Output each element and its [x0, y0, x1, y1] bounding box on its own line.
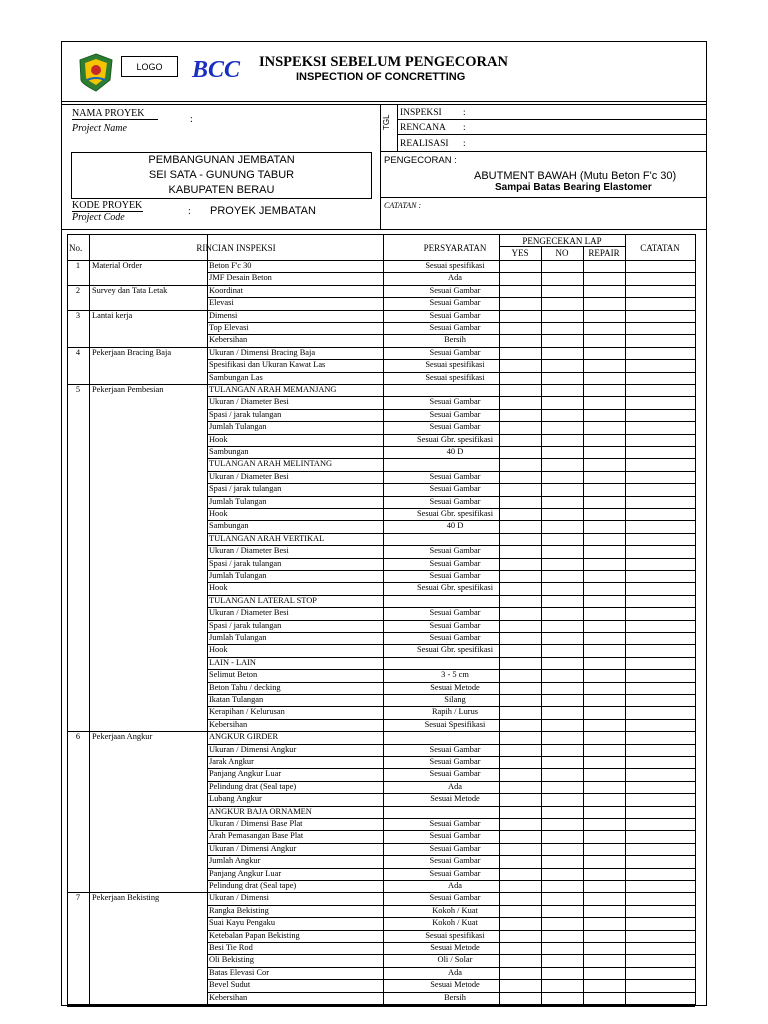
table-row [67, 979, 695, 991]
form-subtitle: INSPECTION OF CONCRETTING [296, 71, 466, 83]
header-no: No. [69, 243, 83, 253]
row-item: Jumlah Tulangan [209, 422, 267, 432]
row-item: Besi Tie Rod [209, 943, 253, 952]
row-requirement: Sesuai Gambar [429, 620, 481, 630]
table-row [67, 496, 695, 508]
pengecoran-value-line1: ABUTMENT BAWAH (Mutu Beton F'c 30) [474, 170, 677, 182]
pengecekan-split [499, 246, 625, 247]
project-code-value: PROYEK JEMBATAN [210, 205, 316, 217]
row-requirement: 40 D [446, 521, 464, 531]
row-item: Sambungan Las [209, 372, 263, 382]
row-item: Rangka Bekisting [209, 905, 269, 915]
row-item: Ukuran / Dimensi Angkur [209, 843, 297, 853]
row-category: Pekerjaan Pembesian [92, 385, 164, 394]
table-top-border [67, 234, 695, 235]
row-requirement: Sesuai Gbr. spesifikasi [416, 434, 494, 444]
project-code-label: KODE PROYEK [72, 200, 143, 211]
table-row [67, 669, 695, 681]
row-item: Jarak Angkur [209, 757, 254, 766]
row-item: TULANGAN ARAH MELINTANG [209, 459, 333, 469]
table-row [67, 297, 695, 309]
row-requirement: Sesuai Gambar [429, 409, 481, 419]
row-requirement: Sesuai Gambar [429, 471, 481, 481]
row-requirement: Sesuai Metode [430, 794, 480, 804]
row-item: Panjang Angkur Luar [209, 868, 282, 878]
row-number: 6 [75, 732, 81, 742]
table-row [67, 806, 695, 818]
row-number: 4 [75, 347, 81, 357]
row-item: Lubang Angkur [209, 794, 262, 804]
row-item: Beton Tahu / decking [209, 682, 281, 692]
row-requirement: Sesuai Gambar [429, 831, 481, 841]
table-row [67, 954, 695, 966]
project-name-colon: : [190, 114, 193, 125]
table-row [67, 607, 695, 619]
row-requirement: Sesuai Gambar [429, 571, 481, 580]
table-row [67, 868, 695, 880]
row-requirement: Bersih [444, 335, 466, 345]
row-requirement: Sesuai Gambar [429, 546, 481, 556]
row-number: 3 [75, 310, 81, 320]
header-yes: YES [511, 248, 529, 258]
table-row [67, 471, 695, 483]
logo-placeholder: LOGO [121, 56, 178, 77]
pengecoran-value-line2: Sampai Batas Bearing Elastomer [495, 182, 652, 193]
row-item: Selimut Beton [209, 670, 258, 680]
row-requirement: Sesuai Gbr. spesifikasi [416, 645, 494, 655]
row-requirement: Sesuai Gambar [429, 769, 481, 779]
table-row [67, 570, 695, 582]
table-row [67, 632, 695, 644]
row-item: Oli Bekisting [209, 955, 254, 965]
row-item: Jumlah Tulangan [209, 633, 267, 642]
row-item: TULANGAN ARAH VERTIKAL [209, 533, 325, 543]
table-row [67, 731, 695, 743]
divider [380, 151, 707, 152]
row-requirement: Sesuai Metode [430, 980, 480, 990]
row-requirement: Sesuai Gambar [429, 422, 481, 432]
form-title: INSPEKSI SEBELUM PENGECORAN [259, 54, 508, 70]
row-requirement: Kokoh / Kuat [432, 918, 478, 928]
row-item: Hook [209, 434, 228, 444]
row-requirement: Ada [448, 881, 462, 890]
row-requirement: Sesuai Gambar [429, 608, 481, 618]
row-item: JMF Desain Beton [209, 273, 272, 283]
table-row [67, 657, 695, 669]
row-requirement: Sesuai spesifikasi [425, 372, 485, 382]
row-requirement: Sesuai Gambar [429, 323, 481, 332]
header-pengecekan: PENGECEKAN LAP [522, 236, 602, 246]
table-row [67, 446, 695, 458]
row-requirement: Sesuai Gambar [429, 298, 481, 308]
table-row [67, 359, 695, 371]
rencana-date-label: RENCANA [400, 123, 446, 133]
row-item: Koordinat [209, 285, 243, 295]
row-requirement: Ada [448, 967, 462, 977]
table-row [67, 905, 695, 917]
table-row [67, 930, 695, 942]
row-category: Survey dan Tata Letak [92, 285, 168, 295]
row-requirement: Sesuai Gambar [429, 893, 481, 903]
row-item: Elevasi [209, 298, 234, 308]
row-item: Ukuran / Dimensi Bracing Baja [209, 347, 316, 357]
table-row [67, 917, 695, 929]
row-item: Panjang Angkur Luar [209, 769, 282, 779]
project-code-colon: : [188, 206, 191, 217]
company-logo-icon [190, 53, 242, 83]
row-requirement: 3 - 5 cm [441, 670, 469, 680]
divider [61, 104, 707, 105]
row-category: Lantai kerja [92, 310, 133, 320]
table-row [67, 781, 695, 793]
row-category: Pekerjaan Bekisting [92, 893, 160, 903]
row-requirement: Sesuai Gambar [429, 843, 481, 853]
row-item: Ukuran / Dimensi Angkur [209, 744, 297, 754]
table-row [67, 967, 695, 979]
row-item: Ukuran / Diameter Besi [209, 608, 289, 618]
table-row [67, 694, 695, 706]
row-category: Material Order [92, 261, 142, 270]
table-row [67, 855, 695, 867]
table-row [67, 421, 695, 433]
row-item: Ketebalan Papan Bekisting [209, 930, 300, 940]
table-row [67, 458, 695, 470]
project-name-line3: KABUPATEN BERAU [168, 184, 275, 196]
row-requirement: Sesuai Gambar [429, 819, 481, 828]
row-item: TULANGAN LATERAL STOP [209, 595, 317, 605]
row-requirement: Sesuai Gambar [429, 633, 481, 642]
divider [61, 229, 707, 230]
project-name-line2: SEI SATA - GUNUNG TABUR [148, 169, 295, 181]
table-row [67, 744, 695, 756]
header-no-check: NO [555, 248, 569, 258]
row-item: Hook [209, 645, 228, 655]
table-row [67, 347, 695, 359]
row-requirement: Sesuai Metode [430, 682, 480, 692]
table-row [67, 384, 695, 396]
table-row [67, 644, 695, 656]
row-item: Spasi / jarak tulangan [209, 620, 282, 630]
table-row [67, 260, 695, 272]
row-item: Ukuran / Dimensi Base Plat [209, 819, 303, 828]
row-item: Dimensi [209, 310, 238, 320]
row-number: 2 [75, 285, 81, 295]
row-item: Spasi / jarak tulangan [209, 558, 282, 568]
tgl-label: TGL [382, 114, 391, 130]
table-row [67, 768, 695, 780]
row-requirement: Sesuai Gambar [429, 397, 481, 407]
row-requirement: Sesuai Gambar [429, 285, 481, 295]
row-item: Bevel Sudut [209, 980, 251, 990]
inspeksi-date-label: INSPEKSI [400, 108, 442, 118]
row-requirement: Rapih / Lurus [431, 707, 479, 717]
row-requirement: Ada [448, 273, 462, 283]
project-name-line1: PEMBANGUNAN JEMBATAN [148, 154, 295, 166]
row-requirement: Sesuai Gambar [429, 744, 481, 754]
table-row [67, 880, 695, 892]
row-item: Pelindung drat (Seal tape) [209, 781, 297, 791]
row-item: Kebersihan [209, 335, 248, 345]
row-item: Batas Elevasi Cor [209, 967, 270, 977]
table-row [67, 582, 695, 594]
table-bottom-border [67, 1006, 695, 1007]
divider [397, 119, 707, 120]
table-row [67, 434, 695, 446]
row-item: Spesifikasi dan Ukuran Kawat Las [209, 360, 326, 370]
table-row [67, 756, 695, 768]
table-row [67, 372, 695, 384]
table-row [67, 843, 695, 855]
row-item: Hook [209, 583, 228, 593]
row-item: Sambungan [209, 521, 249, 531]
header-persyaratan: PERSYARATAN [423, 243, 487, 253]
colon: : [463, 108, 466, 118]
table-row [67, 558, 695, 570]
row-item: Ikatan Tulangan [209, 695, 264, 704]
divider [397, 134, 707, 135]
table-row [67, 719, 695, 731]
row-requirement: Kokoh / Kuat [432, 905, 478, 915]
table-row [67, 793, 695, 805]
colon: : [463, 123, 466, 133]
row-requirement: Bersih [444, 992, 466, 1002]
header-divider [61, 101, 707, 102]
table-row [67, 595, 695, 607]
row-item: Spasi / jarak tulangan [209, 484, 282, 494]
row-category: Pekerjaan Angkur [92, 732, 153, 742]
divider [397, 104, 398, 152]
table-row [67, 310, 695, 322]
colon: : [463, 139, 466, 149]
row-requirement: Sesuai Gambar [429, 310, 481, 320]
header-catatan: CATATAN [640, 243, 680, 253]
row-item: LAIN - LAIN [209, 657, 256, 667]
row-requirement: Sesuai Metode [430, 943, 480, 952]
row-requirement: Sesuai Gambar [429, 484, 481, 494]
table-row [67, 706, 695, 718]
table-row [67, 285, 695, 297]
table-row [67, 409, 695, 421]
table-row [67, 322, 695, 334]
row-item: ANGKUR BAJA ORNAMEN [209, 806, 312, 816]
row-number: 7 [75, 893, 81, 903]
catatan-label: CATATAN : [384, 201, 422, 210]
table-row [67, 533, 695, 545]
inspection-table [67, 234, 695, 1006]
row-requirement: Sesuai Gambar [429, 757, 481, 766]
table-row [67, 545, 695, 557]
company-mark: BCC [191, 57, 241, 83]
header-repair: REPAIR [588, 248, 620, 258]
table-row [67, 272, 695, 284]
row-item: Jumlah Tulangan [209, 496, 267, 506]
row-requirement: Sesuai spesifikasi [425, 360, 485, 370]
table-row [67, 620, 695, 632]
row-requirement: Sesuai Spesifikasi [424, 719, 486, 729]
table-row [67, 508, 695, 520]
info-column-divider [380, 104, 381, 230]
table-row [67, 396, 695, 408]
row-number: 1 [75, 261, 81, 270]
row-requirement: Sesuai spesifikasi [425, 261, 485, 270]
row-requirement: Sesuai Gbr. spesifikasi [416, 583, 494, 593]
row-category: Pekerjaan Bracing Baja [92, 347, 172, 357]
row-requirement: Sesuai Gambar [429, 496, 481, 506]
row-item: ANGKUR GIRDER [209, 732, 279, 742]
row-item: Kebersihan [209, 992, 248, 1002]
regency-emblem-icon [77, 52, 115, 92]
project-name-label: NAMA PROYEK [72, 108, 145, 119]
pengecoran-label: PENGECORAN : [384, 155, 457, 166]
row-item: Suai Kayu Pengaku [209, 918, 276, 928]
row-item: Pelindung drat (Seal tape) [209, 881, 297, 890]
table-row [67, 992, 695, 1004]
row-requirement: Sesuai Gambar [429, 868, 481, 878]
table-row [67, 334, 695, 346]
table-row [67, 682, 695, 694]
project-code-label-en: Project Code [72, 212, 125, 223]
row-requirement: Silang [444, 695, 466, 704]
divider [72, 119, 158, 120]
row-item: Top Elevasi [209, 323, 249, 332]
table-row [67, 818, 695, 830]
row-divider [67, 1004, 695, 1005]
row-item: Ukuran / Dimensi [209, 893, 270, 903]
divider [380, 197, 707, 198]
row-item: Beton F'c 30 [209, 261, 252, 270]
row-item: Arah Pemasangan Base Plat [209, 831, 304, 841]
row-item: Kebersihan [209, 719, 248, 729]
row-item: Ukuran / Diameter Besi [209, 397, 289, 407]
row-requirement: Sesuai Gambar [429, 347, 481, 357]
row-requirement: Sesuai Gambar [429, 558, 481, 568]
row-requirement: Sesuai Gambar [429, 856, 481, 866]
row-item: Kerapihan / Kelurusan [209, 707, 285, 717]
row-requirement: Sesuai spesifikasi [425, 930, 485, 940]
row-requirement: Oli / Solar [437, 955, 473, 965]
table-right-border [695, 234, 696, 1006]
row-item: Ukuran / Diameter Besi [209, 546, 289, 556]
row-item: TULANGAN ARAH MEMANJANG [209, 385, 337, 394]
table-row [67, 830, 695, 842]
header-rincian: RINCIAN INSPEKSI [196, 243, 276, 253]
row-number: 5 [75, 385, 81, 394]
table-row [67, 520, 695, 532]
table-row [67, 483, 695, 495]
table-row [67, 942, 695, 954]
table-row [67, 892, 695, 904]
row-item: Jumlah Angkur [209, 856, 261, 866]
realisasi-date-label: REALISASI [400, 139, 449, 149]
row-item: Spasi / jarak tulangan [209, 409, 282, 419]
row-requirement: Sesuai Gbr. spesifikasi [416, 509, 494, 518]
project-name-label-en: Project Name [72, 123, 127, 134]
row-item: Ukuran / Diameter Besi [209, 471, 289, 481]
row-item: Sambungan [209, 447, 249, 456]
row-requirement: Ada [448, 781, 462, 791]
row-item: Hook [209, 509, 228, 518]
row-item: Jumlah Tulangan [209, 571, 267, 580]
row-requirement: 40 D [446, 447, 464, 456]
